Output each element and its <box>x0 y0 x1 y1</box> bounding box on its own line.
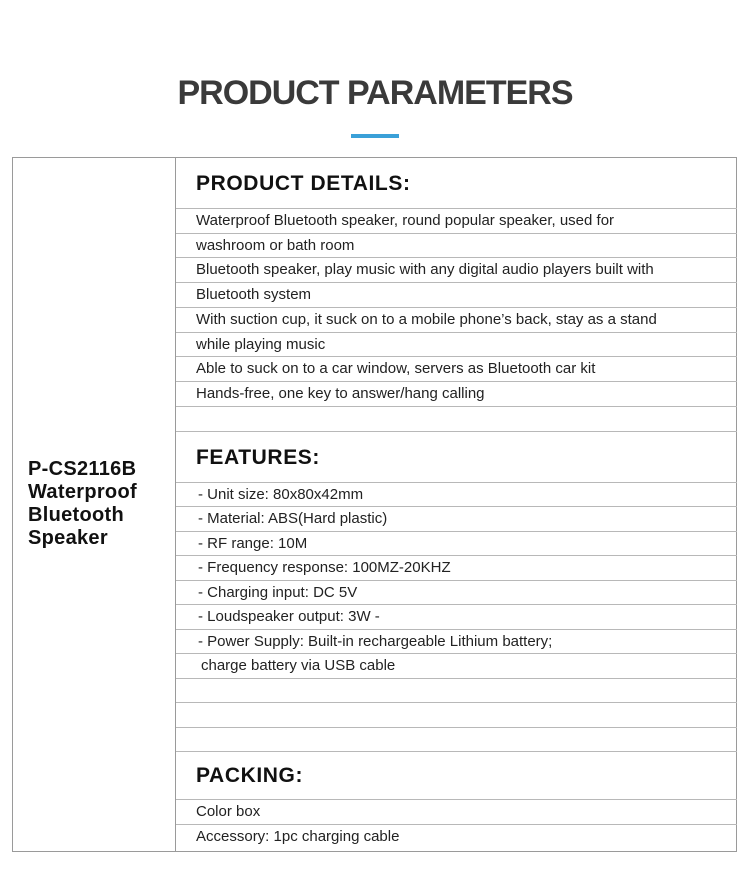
details-line: Able to suck on to a car window, servers as Bluetooth car kit <box>176 357 737 382</box>
packing-line: Accessory: 1pc charging cable <box>196 828 400 845</box>
empty-row <box>176 703 737 728</box>
details-heading: PRODUCT DETAILS: <box>176 158 737 209</box>
details-line: while playing music <box>176 333 737 357</box>
details-line: Bluetooth speaker, play music with any digital audio players built with <box>176 258 737 283</box>
features-line: - Material: ABS(Hard plastic) <box>176 507 737 532</box>
parameters-table <box>12 157 737 852</box>
details-line: Hands-free, one key to answer/hang calling <box>176 382 737 407</box>
packing-line: Color box <box>176 800 737 825</box>
features-line: - RF range: 10M <box>176 532 737 556</box>
product-name: P-CS2116B Waterproof Bluetooth Speaker <box>28 458 137 549</box>
features-line: - Charging input: DC 5V <box>176 581 737 605</box>
features-line: - Loudspeaker output: 3W - <box>176 605 737 630</box>
features-line: charge battery via USB cable <box>176 654 737 679</box>
page-title: PRODUCT PARAMETERS <box>177 74 573 112</box>
features-line: - Power Supply: Built-in rechargeable Lithium battery; <box>176 630 737 654</box>
empty-row <box>176 728 737 752</box>
empty-row <box>176 679 737 703</box>
details-line: With suction cup, it suck on to a mobile phone’s back, stay as a stand <box>176 308 737 333</box>
details-line: Bluetooth system <box>176 283 737 308</box>
features-line: - Frequency response: 100MZ-20KHZ <box>176 556 737 581</box>
empty-row <box>176 407 737 432</box>
details-line: Waterproof Bluetooth speaker, round popular speaker, used for <box>176 209 737 234</box>
title-underline <box>351 134 399 138</box>
features-heading: FEATURES: <box>176 432 737 483</box>
parameters-cell <box>176 158 737 851</box>
features-line: - Unit size: 80x80x42mm <box>176 483 737 507</box>
product-name-cell <box>13 158 176 851</box>
details-line: washroom or bath room <box>176 234 737 258</box>
packing-heading: PACKING: <box>176 752 737 800</box>
